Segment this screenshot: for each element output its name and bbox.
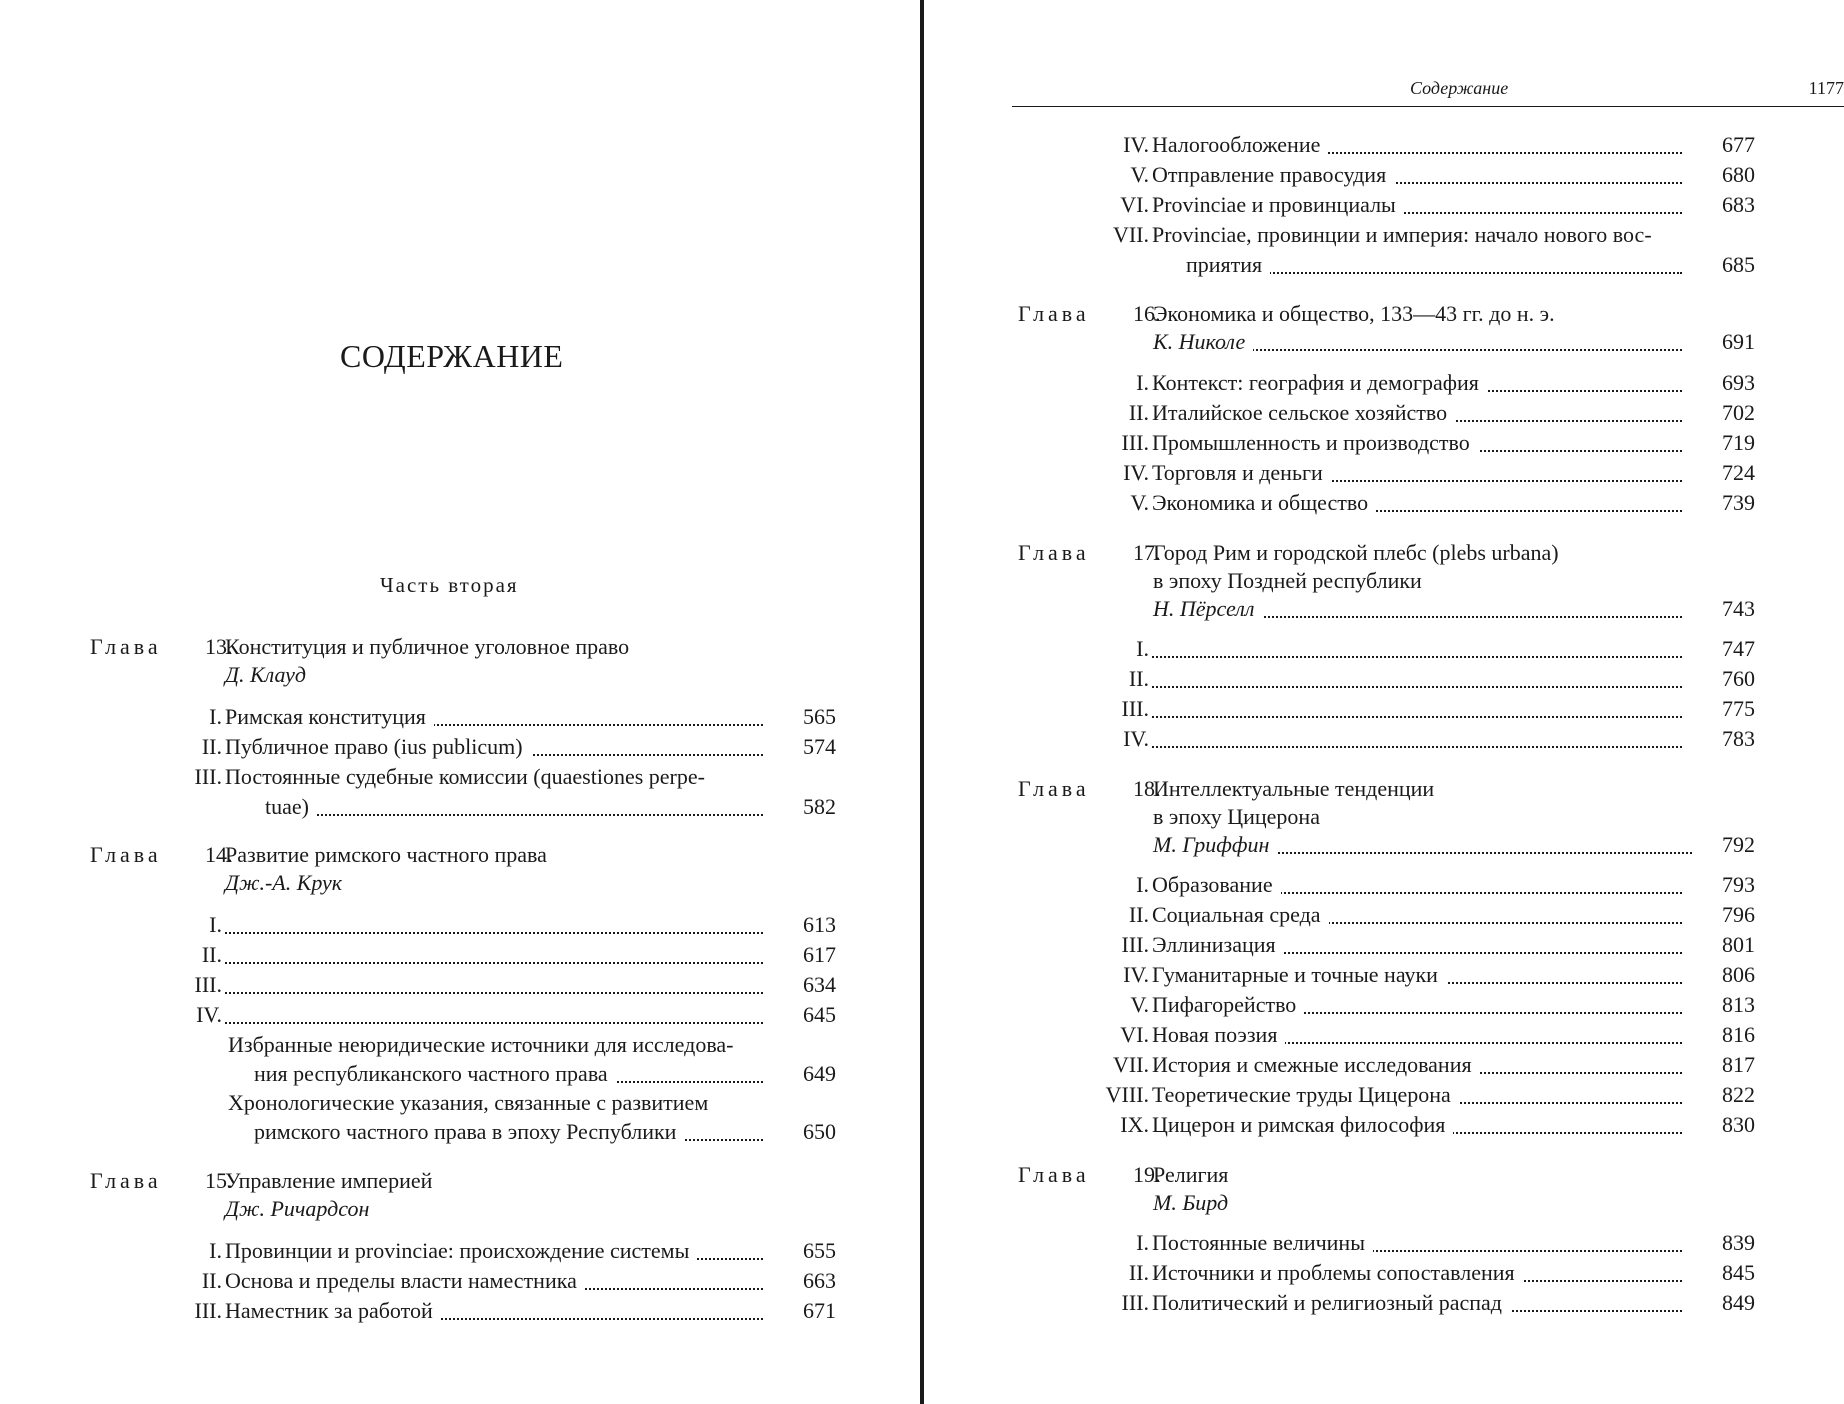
entry-page: 663	[803, 1268, 836, 1293]
toc-entry-continuation[interactable]	[265, 794, 840, 822]
entry-roman: I.	[1136, 1230, 1149, 1255]
toc-entry[interactable]	[1121, 932, 1756, 960]
chapter-author-row[interactable]	[1153, 596, 1756, 624]
toc-entry[interactable]	[1136, 636, 1756, 664]
entry-title: Эллинизация	[1152, 932, 1284, 958]
entry-page: 582	[803, 794, 836, 819]
entry-title: Цицерон и римская философия	[1152, 1112, 1453, 1138]
toc-entry[interactable]	[194, 764, 840, 792]
entry-page: 793	[1722, 872, 1755, 897]
entry-roman: V.	[1130, 490, 1149, 515]
entry-roman: VI.	[1120, 1022, 1149, 1047]
page-title: СОДЕРЖАНИЕ	[340, 338, 564, 374]
entry-page: 671	[803, 1298, 836, 1323]
chapter-number: 19.	[1133, 1162, 1161, 1187]
chapter-author-row[interactable]	[1153, 832, 1756, 860]
entry-roman: I.	[209, 704, 222, 729]
leader-dots	[1152, 746, 1682, 748]
entry-page: 719	[1722, 430, 1755, 455]
chapter-number: 14.	[205, 842, 233, 867]
toc-entry[interactable]	[1130, 992, 1756, 1020]
part-title: Часть вторая	[380, 573, 519, 597]
entry-roman: V.	[1130, 992, 1149, 1017]
chapter-title: Развитие римского частного права	[225, 842, 547, 867]
entry-page: 574	[803, 734, 836, 759]
entry-roman: I.	[209, 912, 222, 937]
entry-roman: III.	[1121, 1290, 1149, 1315]
entry-title: Наместник за работой	[225, 1298, 441, 1324]
toc-entry[interactable]	[1112, 1052, 1756, 1080]
entry-roman: IV.	[1123, 726, 1149, 751]
leader-dots	[1152, 656, 1682, 658]
chapter-author: Дж.-А. Крук	[225, 870, 343, 895]
toc-entry[interactable]	[209, 704, 840, 732]
toc-entry[interactable]	[201, 1268, 840, 1296]
chapter-author: Д. Клауд	[225, 662, 307, 687]
entry-roman: IV.	[1123, 460, 1149, 485]
toc-entry[interactable]	[201, 734, 840, 762]
toc-entry[interactable]	[1112, 222, 1756, 250]
entry-roman: II.	[201, 734, 222, 759]
entry-page: 816	[1722, 1022, 1755, 1047]
entry-title: Италийское сельское хозяйство	[1152, 400, 1455, 426]
toc-entry[interactable]	[1128, 400, 1756, 428]
entry-title: Основа и пределы власти наместника	[225, 1268, 585, 1294]
toc-entry[interactable]	[1128, 1260, 1756, 1288]
toc-entry[interactable]	[1123, 132, 1756, 160]
chapter-title: Город Рим и городской плебс (plebs urbana)	[1153, 540, 1559, 565]
toc-entry[interactable]	[194, 972, 840, 1000]
entry-title: История и смежные исследования	[1152, 1052, 1480, 1078]
chapter-author: М. Гриффин	[1153, 832, 1277, 858]
entry-title: Гуманитарные и точные науки	[1152, 962, 1446, 988]
chapter-label: Глава	[90, 634, 162, 659]
chapter-title: Экономика и общество, 133—43 гг. до н. э.	[1153, 301, 1555, 326]
entry-page: 839	[1722, 1230, 1755, 1255]
leader-dots	[225, 932, 763, 934]
chapter-label: Глава	[1018, 776, 1090, 801]
entry-roman: III.	[194, 972, 222, 997]
entry-title: Provinciae и провинциалы	[1152, 192, 1404, 218]
entry-roman: VII.	[1112, 1052, 1149, 1077]
entry-roman: VII.	[1112, 222, 1149, 247]
toc-entry[interactable]	[1120, 1112, 1756, 1140]
entry-page: 655	[803, 1238, 836, 1263]
entry-page: 806	[1722, 962, 1755, 987]
entry-page: 680	[1722, 162, 1755, 187]
chapter-number: 17.	[1133, 540, 1161, 565]
left-page	[0, 0, 920, 1404]
toc-entry-continuation[interactable]	[254, 1119, 840, 1147]
entry-roman: III.	[194, 764, 222, 789]
entry-page: 691	[1722, 329, 1755, 354]
chapter-author: Н. Пёрселл	[1153, 596, 1262, 622]
entry-page: 760	[1722, 666, 1755, 691]
toc-entry[interactable]	[194, 1298, 840, 1326]
entry-page: 702	[1722, 400, 1755, 425]
entry-page: 849	[1722, 1290, 1755, 1315]
entry-roman: IV.	[1123, 962, 1149, 987]
entry-roman: V.	[1130, 162, 1149, 187]
page-number: 1177	[1808, 78, 1844, 98]
entry-title: Политический и религиозный распад	[1152, 1290, 1510, 1316]
chapter-label: Глава	[90, 1168, 162, 1193]
toc-entry[interactable]	[1123, 460, 1756, 488]
right-page	[924, 0, 1844, 1404]
entry-roman: II.	[1128, 400, 1149, 425]
toc-entry[interactable]	[209, 912, 840, 940]
toc-entry[interactable]	[1130, 162, 1756, 190]
entry-roman: II.	[1128, 1260, 1149, 1285]
entry-roman: IX.	[1120, 1112, 1149, 1137]
entry-title: Новая поэзия	[1152, 1022, 1285, 1048]
entry-page: 650	[803, 1119, 836, 1144]
leader-dots	[225, 992, 763, 994]
chapter-number: 18.	[1133, 776, 1161, 801]
chapter-label: Глава	[1018, 301, 1090, 326]
entry-page: 792	[1722, 832, 1755, 857]
toc-entry[interactable]	[1130, 490, 1756, 518]
chapter-label: Глава	[1018, 1162, 1090, 1187]
entry-page: 747	[1722, 636, 1755, 661]
entry-page: 645	[803, 1002, 836, 1027]
entry-title: Социальная среда	[1152, 902, 1329, 928]
entry-title: Промышленность и производство	[1152, 430, 1478, 456]
leader-dots	[225, 962, 763, 964]
entry-roman: IV.	[196, 1002, 222, 1027]
entry-page: 830	[1722, 1112, 1755, 1137]
entry-page: 617	[803, 942, 836, 967]
toc-entry[interactable]	[196, 1002, 840, 1030]
entry-page: 813	[1722, 992, 1755, 1017]
entry-page: 634	[803, 972, 836, 997]
chapter-label: Глава	[90, 842, 162, 867]
toc-entry[interactable]	[201, 942, 840, 970]
entry-title: Отправление правосудия	[1152, 162, 1394, 188]
toc-entry[interactable]	[1136, 370, 1756, 398]
entry-roman: VI.	[1120, 192, 1149, 217]
entry-roman: II.	[201, 1268, 222, 1293]
entry-page: 845	[1722, 1260, 1755, 1285]
entry-roman: III.	[1121, 932, 1149, 957]
entry-page: 693	[1722, 370, 1755, 395]
entry-page: 724	[1722, 460, 1755, 485]
entry-title: Образование	[1152, 872, 1281, 898]
toc-entry[interactable]	[1121, 430, 1756, 458]
toc-entry[interactable]: Избранные неюридические источники для исследова-	[228, 1032, 734, 1057]
leader-dots	[1152, 686, 1682, 688]
entry-roman: VIII.	[1105, 1082, 1149, 1107]
entry-title: Налогообложение	[1152, 132, 1328, 158]
entry-roman: IV.	[1123, 132, 1149, 157]
toc-entry[interactable]	[1105, 1082, 1756, 1110]
chapter-title-line2: в эпоху Цицерона	[1153, 804, 1320, 829]
chapter-author-row[interactable]	[1153, 329, 1756, 357]
entry-title: Экономика и общество	[1152, 490, 1376, 516]
entry-page: 783	[1722, 726, 1755, 751]
toc-entry[interactable]: Хронологические указания, связанные с развитием	[228, 1090, 709, 1115]
entry-title: Римская конституция	[225, 704, 434, 730]
entry-title: Контекст: география и демография	[1152, 370, 1487, 396]
entry-title: Торговля и деньги	[1152, 460, 1331, 486]
toc-entry-continuation[interactable]	[254, 1061, 840, 1089]
entry-title: Провинции и provinciae: происхождение системы	[225, 1238, 697, 1264]
entry-page: 796	[1722, 902, 1755, 927]
entry-roman: II.	[1128, 902, 1149, 927]
toc-entry[interactable]	[1136, 872, 1756, 900]
chapter-number: 13.	[205, 634, 233, 659]
chapter-number: 16.	[1133, 301, 1161, 326]
chapter-number: 15.	[205, 1168, 233, 1193]
entry-roman: II.	[1128, 666, 1149, 691]
entry-page: 739	[1722, 490, 1755, 515]
toc-entry[interactable]	[1121, 696, 1756, 724]
entry-roman: I.	[1136, 872, 1149, 897]
toc-entry[interactable]	[1120, 1022, 1756, 1050]
entry-page: 613	[803, 912, 836, 937]
entry-page: 775	[1722, 696, 1755, 721]
chapter-author: М. Бирд	[1153, 1190, 1229, 1215]
leader-dots	[265, 814, 763, 816]
entry-title-cont: ния республиканского частного права	[254, 1061, 616, 1087]
toc-entry[interactable]	[1120, 192, 1756, 220]
toc-entry[interactable]	[1121, 1290, 1756, 1318]
chapter-title: Управление империей	[225, 1168, 433, 1193]
entry-title-cont: tuae)	[265, 794, 317, 820]
entry-page: 649	[803, 1061, 836, 1086]
leader-dots	[225, 1022, 763, 1024]
toc-entry[interactable]	[1128, 902, 1756, 930]
entry-page: 677	[1722, 132, 1755, 157]
entry-roman: I.	[209, 1238, 222, 1263]
chapter-title: Религия	[1153, 1162, 1229, 1187]
chapter-title: Конституция и публичное уголовное право	[225, 634, 630, 659]
chapter-title: Интеллектуальные тенденции	[1153, 776, 1435, 801]
chapter-label: Глава	[1018, 540, 1090, 565]
running-header-title: Содержание	[1410, 78, 1509, 98]
entry-roman: III.	[1121, 430, 1149, 455]
toc-entry-continuation[interactable]	[1186, 252, 1756, 280]
entry-title-cont: римского частного права в эпоху Республики	[254, 1119, 684, 1145]
toc-entry[interactable]	[1128, 666, 1756, 694]
chapter-author: Дж. Ричардсон	[225, 1196, 370, 1221]
chapter-title-line2: в эпоху Поздней республики	[1153, 568, 1422, 593]
entry-title: Постоянные величины	[1152, 1230, 1373, 1256]
entry-roman: I.	[1136, 370, 1149, 395]
toc-entry[interactable]	[209, 1238, 840, 1266]
entry-page: 822	[1722, 1082, 1755, 1107]
entry-page: 743	[1722, 596, 1755, 621]
running-header	[1012, 78, 1844, 107]
entry-title: Источники и проблемы сопоставления	[1152, 1260, 1523, 1286]
toc-entry[interactable]	[1123, 726, 1756, 754]
entry-page: 683	[1722, 192, 1755, 217]
entry-page: 801	[1722, 932, 1755, 957]
leader-dots	[1152, 716, 1682, 718]
entry-title: Provinciae, провинции и империя: начало нового вос-	[1152, 222, 1660, 248]
chapter-author: К. Николе	[1153, 329, 1253, 355]
entry-title-cont: приятия	[1186, 252, 1270, 278]
entry-page: 565	[803, 704, 836, 729]
entry-roman: I.	[1136, 636, 1149, 661]
entry-roman: II.	[201, 942, 222, 967]
entry-title: Публичное право (ius publicum)	[225, 734, 531, 760]
entry-roman: III.	[194, 1298, 222, 1323]
entry-page: 817	[1722, 1052, 1755, 1077]
toc-entry[interactable]	[1136, 1230, 1756, 1258]
entry-page: 685	[1722, 252, 1755, 277]
entry-title: Постоянные судебные комиссии (quaestiones perpe-	[225, 764, 713, 790]
entry-title: Пифагорейство	[1152, 992, 1304, 1018]
entry-title: Теоретические труды Цицерона	[1152, 1082, 1459, 1108]
toc-entry[interactable]	[1123, 962, 1756, 990]
entry-roman: III.	[1121, 696, 1149, 721]
